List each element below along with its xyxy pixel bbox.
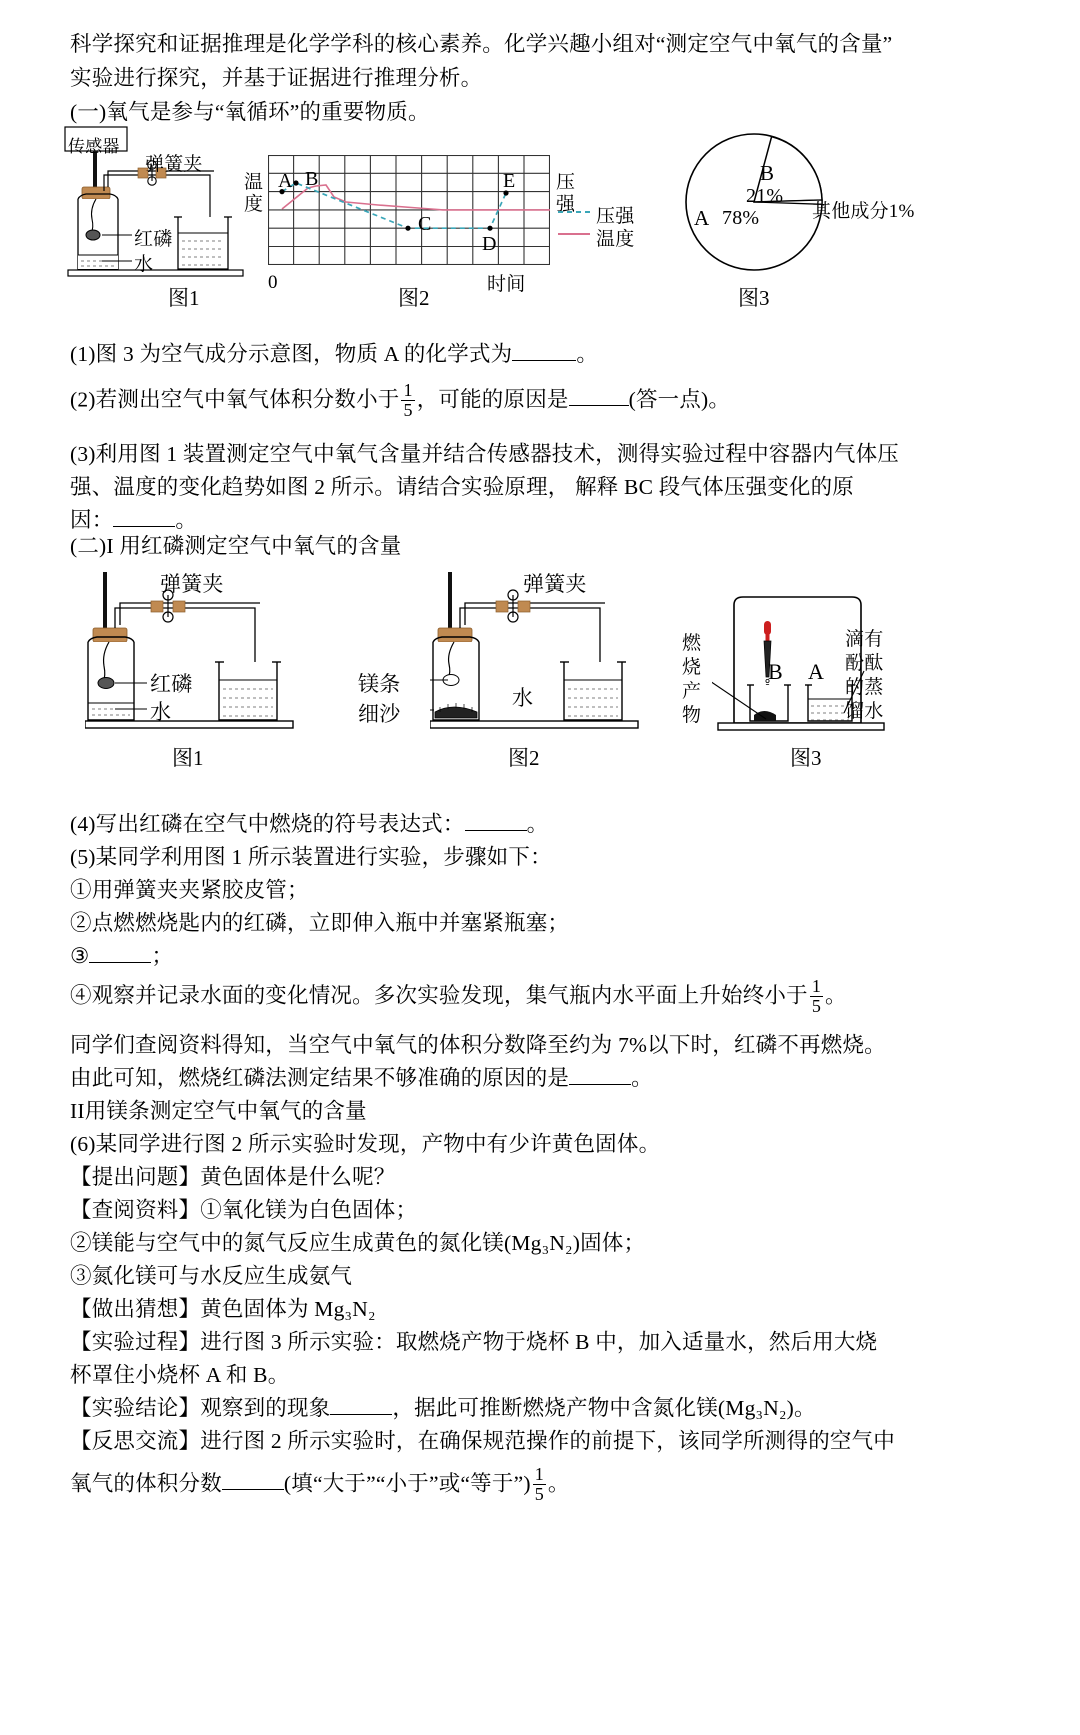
question-3-line-2: 强、温度的变化趋势如图 2 所示。请结合实验原理， 解释 BC 段气体压强变化的原 [70,475,855,499]
question-3-prefix: 因： [70,508,114,532]
fraction-numerator: 1 [811,976,822,996]
chart-point-a: A [278,170,293,192]
question-4-suffix: 。 [526,812,549,836]
question-6: (6)某同学进行图 2 所示实验时发现，产物中有少许黄色固体。 [70,1132,661,1156]
fraction-one-fifth-step4 [810,977,823,1016]
step-4-text: ④观察并记录水面的变化情况。多次实验发现，集气瓶内水平面上升始终小于 [70,983,808,1008]
question-1-suffix: 。 [576,342,599,366]
question-5-step-3 [70,940,173,973]
answer-blank-step3[interactable] [89,962,151,963]
pie-slice-value-b: 21% [746,185,784,207]
reference-text: 由此可知，燃烧红磷法测定结果不够准确的原因的是 [70,1066,570,1090]
pie-slice-value-a: 78% [722,207,760,229]
chart-legend [556,206,596,246]
fraction-denominator: 5 [534,1483,544,1504]
water-label-mid-fig2: 水 [512,686,534,710]
question-1-text: (1)图 3 为空气成分示意图，物质 A 的化学式为 [70,342,513,366]
fraction-numerator: 1 [534,1464,544,1484]
fraction-one-fifth-q2 [401,381,414,420]
reference-suffix: 。 [631,1066,653,1090]
experiment-conclusion [70,1392,816,1425]
answer-blank-q2[interactable] [569,405,629,406]
question-2-text: (2)若测出空气中氧气体积分数小于 [70,387,400,412]
question-5-step-1: ①用弹簧夹夹紧胶皮管； [70,878,309,902]
pie-slice-label-a: A [694,206,710,230]
sensor-label: 传感器 [68,137,120,156]
magnesium-strip-label: 镁条 [358,672,401,696]
question-4 [70,808,548,841]
reference-data-3: ③氮化镁可与水反应生成氨气 [70,1264,353,1288]
answer-blank-accuracy[interactable] [569,1084,631,1085]
question-3-suffix: 。 [175,508,198,532]
red-phosphorus-label-fig1: 红磷 [134,229,173,250]
reflection-line-1: 【反思交流】进行图 2 所示实验时，在确保规范操作的前提下，该同学所测得的空气中 [70,1429,896,1453]
legend-label-temperature: 温度 [596,229,635,250]
chart-point-c: C [418,213,432,235]
reference-paragraph-line-2 [70,1062,653,1095]
section-ii-heading: II用镁条测定空气中氧气的含量 [70,1099,367,1123]
beaker-b-label: B [768,659,783,684]
combustion-product-label: 燃烧产物 [682,633,702,726]
fraction-denominator: 5 [403,399,413,420]
intro-line-2: 实验进行探究，并基于证据进行推理分析。 [70,66,483,90]
reference-data-2: ②镁能与空气中的氮气反应生成黄色的氮化镁(Mg₃N₂)固体； [70,1231,646,1255]
chart-point-b: B [305,168,319,190]
phenolphthalein-water-label: 滴有酚酞的蒸馏水 [845,629,884,722]
chart-y2-axis-label: 压强 [556,172,576,215]
red-phosphorus-label-mid-fig1: 红磷 [150,672,193,696]
pie-slice-label-other: 其他成分1% [812,201,915,222]
water-label-mid-fig1: 水 [150,700,172,724]
water-label-fig1: 水 [134,254,154,275]
question-1 [70,338,598,371]
figure-1-caption: 图1 [168,286,200,310]
reference-paragraph-line-1: 同学们查阅资料得知，当空气中氧气的体积分数降至约为 7%以下时，红磷不再燃烧。 [70,1033,886,1057]
chart-origin-label: 0 [268,272,278,293]
spring-clamp-label-fig1: 弹簧夹 [145,154,203,175]
spring-clamp-label-mid-fig2: 弹簧夹 [523,572,587,596]
step-3-prefix: ③ [70,944,90,968]
step-3-suffix: ； [151,944,174,968]
question-5-heading: (5)某同学利用图 1 所示装置进行实验，步骤如下： [70,845,552,869]
reference-data-1: 【查阅资料】①氧化镁为白色固体； [70,1198,418,1222]
question-2-suffix: (答一点)。 [628,387,731,412]
answer-blank-reflection[interactable] [222,1489,284,1490]
figure-3-caption: 图3 [738,286,770,310]
reflection-options: (填“大于”“小于”或“等于”) [283,1471,531,1496]
experiment-process-line-2: 杯罩住小烧杯 A 和 B。 [70,1363,290,1387]
question-2 [70,382,730,421]
experiment-process-line-1: 【实验过程】进行图 3 所示实验：取燃烧产物于烧杯 B 中，加入适量水，然后用大烧 [70,1330,878,1354]
answer-blank-conclusion[interactable] [330,1414,392,1415]
mid-figure-1-caption: 图1 [172,746,204,770]
intro-line-1: 科学探究和证据推理是化学学科的核心素养。化学兴趣小组对“测定空气中氧气的含量” [70,32,893,56]
chart-y-axis-label: 温度 [244,172,264,215]
beaker-a-label: A [808,659,825,684]
chart-point-d: D [482,233,497,255]
mid-figure-3-caption: 图3 [790,746,822,770]
answer-blank-q1[interactable] [512,360,576,361]
chart-x-axis-label: 时间 [487,274,526,295]
hypothesis-block: 【做出猜想】黄色固体为 Mg₃N₂ [70,1297,376,1321]
legend-label-pressure: 压强 [596,206,635,227]
conclusion-text: 【实验结论】观察到的现象 [70,1396,331,1420]
step-4-suffix: 。 [825,983,847,1008]
reflection-line-2 [70,1466,570,1505]
question-4-text: (4)写出红磷在空气中燃烧的符号表达式： [70,812,465,836]
fraction-numerator: 1 [403,380,413,400]
question-5-step-4 [70,978,847,1017]
pie-slice-label-b: B [760,161,775,185]
chart-point-e: E [503,170,516,192]
question-2-mid: ，可能的原因是 [416,387,569,412]
answer-blank-q4[interactable] [465,830,527,831]
conclusion-suffix: ，据此可推断燃烧产物中含氮化镁(Mg₃N₂)。 [392,1396,816,1420]
figure-2-caption: 图2 [398,286,430,310]
intro-line-3: (一)氧气是参与“氧循环”的重要物质。 [70,100,430,124]
question-3-line-1: (3)利用图 1 装置测定空气中氧气含量并结合传感器技术，测得实验过程中容器内气体压 [70,442,899,466]
pose-question-block: 【提出问题】黄色固体是什么呢？ [70,1165,396,1189]
spring-clamp-label-mid-fig1: 弹簧夹 [160,572,224,596]
fraction-one-fifth-reflection [533,1465,546,1504]
reflection-suffix: 。 [547,1471,570,1496]
reflection-text: 氧气的体积分数 [70,1471,222,1496]
section-2-heading: (二)I 用红磷测定空气中氧气的含量 [70,534,402,558]
answer-blank-q3[interactable] [113,526,175,527]
question-5-step-2: ②点燃燃烧匙内的红磷，立即伸入瓶中并塞紧瓶塞； [70,911,570,935]
fraction-denominator: 5 [811,995,822,1016]
mid-figure-2-caption: 图2 [508,746,540,770]
fine-sand-label: 细沙 [358,702,401,726]
